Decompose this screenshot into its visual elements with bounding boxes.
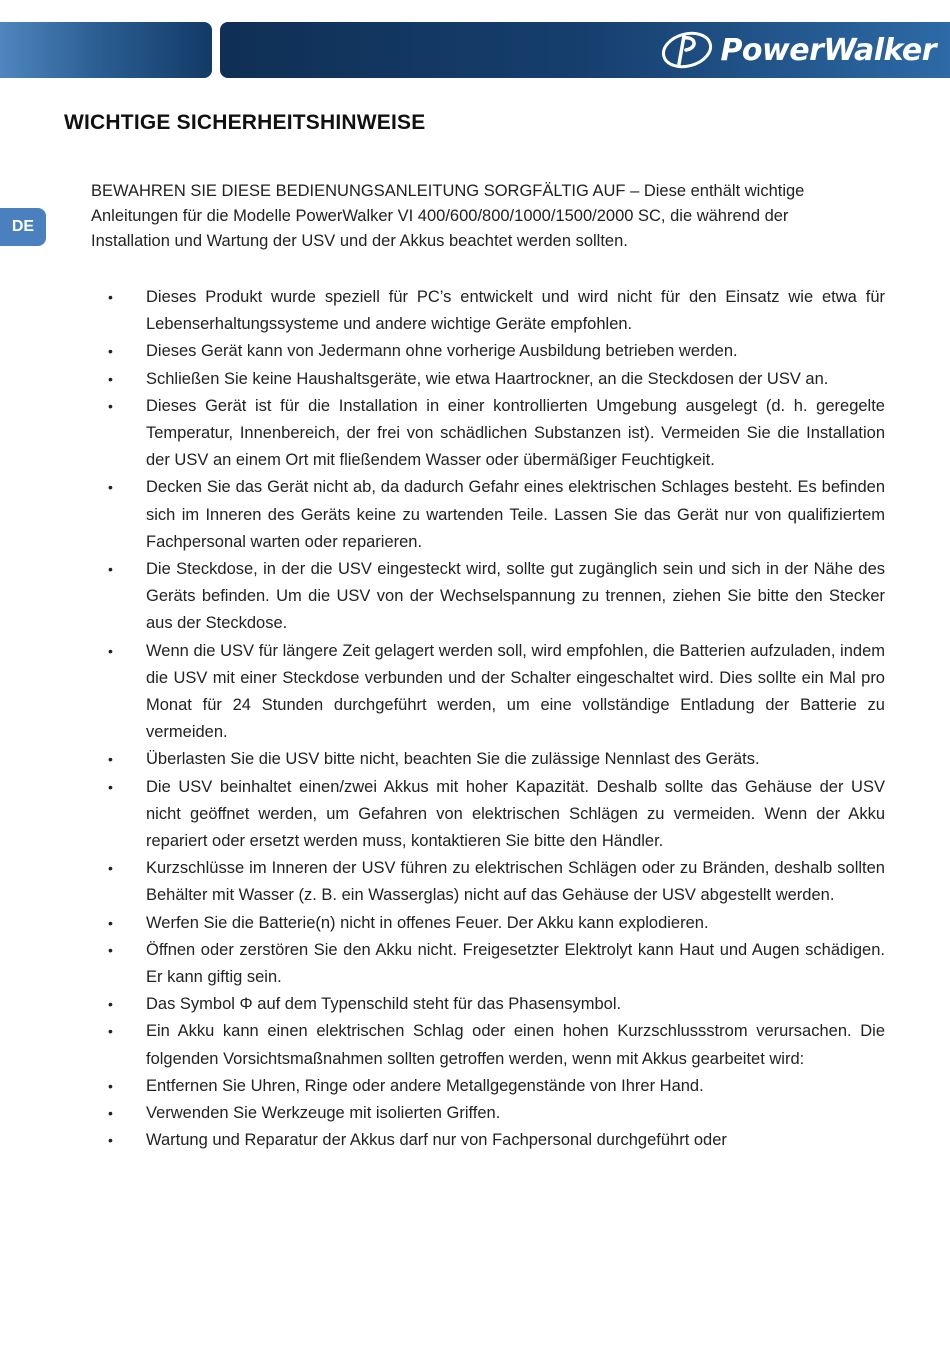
list-item bbox=[106, 746, 885, 773]
list-item bbox=[106, 1127, 885, 1154]
list-item-text: Werfen Sie die Batterie(n) nicht in offenes Feuer. Der Akku kann explodieren. bbox=[146, 913, 709, 932]
header-bar-left bbox=[0, 22, 212, 78]
list-item bbox=[106, 855, 885, 909]
bullet-icon: • bbox=[108, 941, 113, 958]
list-item bbox=[106, 338, 885, 365]
bullet-icon: • bbox=[108, 914, 113, 931]
list-item-text: Öffnen oder zerstören Sie den Akku nicht. Freigesetzter Elektrolyt kann Haut und Augen schädigen. Er kann giftig sein. bbox=[146, 940, 885, 987]
list-item-text: Verwenden Sie Werkzeuge mit isolierten Griffen. bbox=[146, 1104, 501, 1123]
bullet-icon: • bbox=[108, 996, 113, 1013]
list-item-text: Kurzschlüsse im Inneren der USV führen zu elektrischen Schlägen oder zu Bränden, deshalb sollten Behälter mit Wasser (z. B. ein Wasserglas) nicht auf das Gehäuse der USV abgestellt werden. bbox=[146, 859, 885, 905]
bullet-icon: • bbox=[108, 751, 113, 768]
bullet-icon: • bbox=[108, 370, 113, 387]
language-tab: DE bbox=[0, 208, 46, 246]
bullet-icon: • bbox=[108, 860, 113, 877]
list-item bbox=[106, 556, 885, 638]
list-item-text: Decken Sie das Gerät nicht ab, da dadurch Gefahr eines elektrischen Schlages besteht. Es befinden sich im Inneren des Geräts keine zu wartenden Teile. Lassen Sie das Gerät nur von qualifiziertem Fachpersonal warten oder reparieren. bbox=[146, 478, 885, 551]
list-item bbox=[106, 910, 885, 937]
bullet-icon: • bbox=[108, 1023, 113, 1040]
list-item-text: Überlasten Sie die USV bitte nicht, beachten Sie die zulässige Nennlast des Geräts. bbox=[146, 750, 760, 769]
list-item-text: Dieses Gerät ist für die Installation in einer kontrollierten Umgebung ausgelegt (d. h. geregelte Temperatur, Innenbereich, der frei von schädlichen Substanzen ist). Vermeiden Sie die Installation der USV an einem Ort mit fließendem Wasser oder übermäßiger Feuchtigkeit. bbox=[146, 396, 885, 470]
list-item-text: Schließen Sie keine Haushaltsgeräte, wie etwa Haartrockner, an die Steckdosen der USV an. bbox=[146, 369, 829, 388]
list-item-text: Wenn die USV für längere Zeit gelagert werden soll, wird empfohlen, die Batterien aufzuladen, indem die USV mit einer Steckdose verbunden und der Schalter eingeschaltet wird. Dies sollte ein Mal pro Monat für 24 Stunden durchgeführt werden, um eine vollständige Entladung der Batterie zu vermeiden. bbox=[146, 641, 885, 742]
list-item-text: Die USV beinhaltet einen/zwei Akkus mit hoher Kapazität. Deshalb sollte das Gehäuse der USV nicht geöffnet werden, um Gefahren von elektrischen Schlägen zu vermeiden. Wenn der Akku repariert oder ersetzt werden muss, kontaktieren Sie bitte den Händler. bbox=[146, 777, 885, 851]
list-item-text: Dieses Gerät kann von Jedermann ohne vorherige Ausbildung betrieben werden. bbox=[146, 342, 738, 361]
bullet-icon: • bbox=[108, 1132, 113, 1149]
list-item bbox=[106, 284, 885, 338]
list-item bbox=[106, 366, 885, 393]
brand-name: PowerWalker bbox=[720, 32, 936, 68]
list-item-text: Wartung und Reparatur der Akkus darf nur von Fachpersonal durchgeführt oder bbox=[146, 1131, 727, 1150]
bullet-icon: • bbox=[108, 1105, 113, 1122]
list-item bbox=[106, 393, 885, 475]
bullet-icon: • bbox=[108, 561, 113, 578]
powerwalker-logo bbox=[660, 24, 936, 76]
list-item-text: Die Steckdose, in der die USV eingesteckt wird, sollte gut zugänglich sein und sich in der Nähe des Geräts befinden. Um die USV von der Wechselspannung zu trennen, ziehen Sie bitte den Stecker aus der Steckdose. bbox=[146, 560, 885, 633]
bullet-icon: • bbox=[108, 642, 113, 659]
list-item bbox=[106, 1018, 885, 1072]
powerwalker-logo-icon bbox=[660, 30, 714, 70]
list-item bbox=[106, 991, 885, 1018]
bullet-icon: • bbox=[108, 778, 113, 795]
list-item bbox=[106, 474, 885, 556]
list-item-text: Das Symbol Φ auf dem Typenschild steht für das Phasensymbol. bbox=[146, 995, 622, 1014]
list-item bbox=[106, 937, 885, 991]
list-item-text: Entfernen Sie Uhren, Ringe oder andere Metallgegenstände von Ihrer Hand. bbox=[146, 1076, 704, 1095]
list-item-text: Ein Akku kann einen elektrischen Schlag oder einen hohen Kurzschlussstrom verursachen. Die folgenden Vorsichtsmaßnahmen sollten getroffen werden, wenn mit Akkus gearbeitet wird: bbox=[146, 1022, 885, 1068]
bullet-icon: • bbox=[108, 343, 113, 360]
list-item bbox=[106, 638, 885, 747]
list-item bbox=[106, 1073, 885, 1100]
bullet-icon: • bbox=[108, 479, 113, 496]
safety-instructions-list bbox=[106, 284, 885, 1155]
list-item bbox=[106, 774, 885, 856]
list-item-text: Dieses Produkt wurde speziell für PC’s entwickelt und wird nicht für den Einsatz wie etwa für Lebenserhaltungssysteme und andere wichtige Geräte empfohlen. bbox=[146, 288, 885, 334]
intro-paragraph: BEWAHREN SIE DIESE BEDIENUNGSANLEITUNG SORGFÄLTIG AUF – Diese enthält wichtige Anleitungen für die Modelle PowerWalker VI 400/600/800/1000/1500/2000 SC, die während der Installation und Wartung der USV und der Akkus beachtet werden sollten. bbox=[91, 182, 805, 250]
page-title: WICHTIGE SICHERHEITSHINWEISE bbox=[64, 111, 426, 134]
bullet-icon: • bbox=[108, 397, 113, 414]
bullet-icon: • bbox=[108, 289, 113, 305]
list-item bbox=[106, 1100, 885, 1127]
bullet-icon: • bbox=[108, 1077, 113, 1094]
